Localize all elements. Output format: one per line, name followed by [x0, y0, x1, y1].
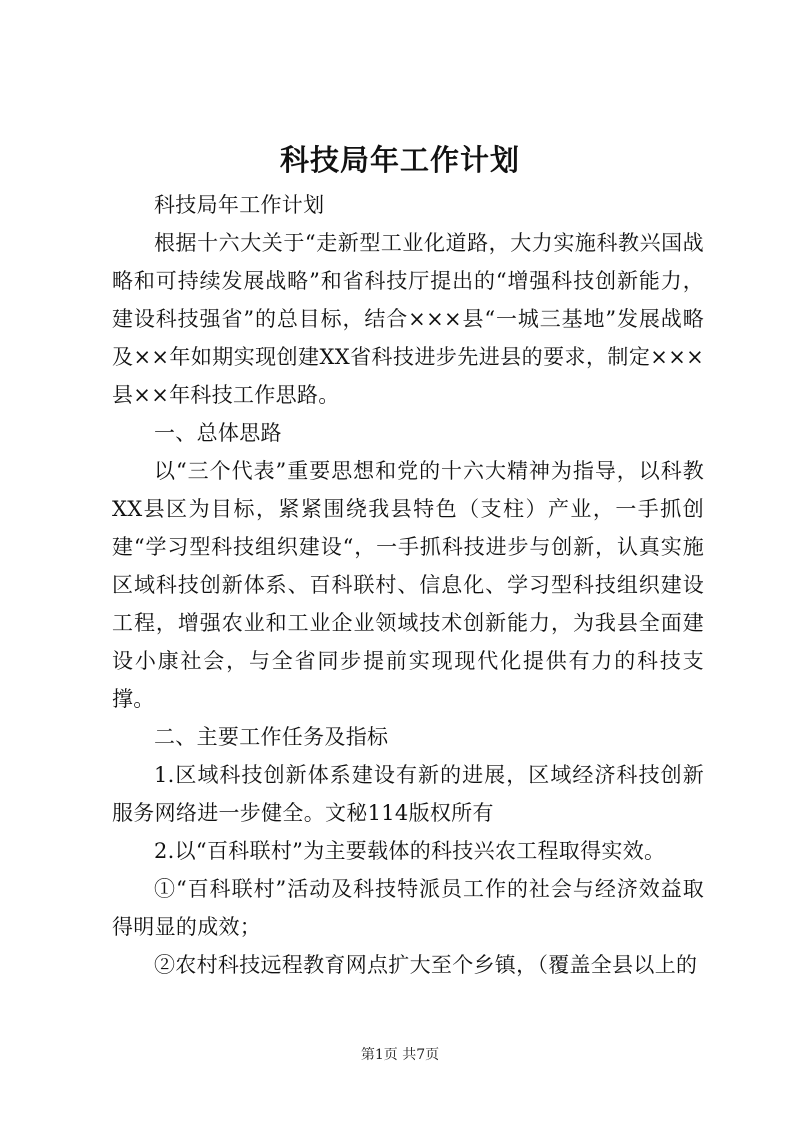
paragraph-intro: 根据十六大关于“走新型工业化道路，大力实施科教兴国战略和可持续发展战略”和省科技厅提出的“增强科技创新能力，建设科技强省”的总目标，结合×××县“一城三基地”发展战略及××年如期实现创建XX省科技进步先进县的要求，制定×××县××年科技工作思路。 [112, 231, 704, 407]
paragraph-task-1: 1.区域科技创新体系建设有新的进展，区域经济科技创新服务网络进一步健全。文秘114版权所有 [112, 763, 704, 825]
paragraph-item-1: ①“百科联村”活动及科技特派员工作的社会与经济效益取得明显的成效； [112, 877, 704, 939]
section-heading-overall: 一、总体思路 [154, 421, 282, 445]
paragraph-overall: 以“三个代表”重要思想和党的十六大精神为指导，以科教XX县区为目标，紧紧围绕我县特色（支柱）产业，一手抓创建“学习型科技组织建设“，一手抓科技进步与创新，认真实施区域科技创新体系、百科联村、信息化、学习型科技组织建设工程，增强农业和工业企业领域技术创新能力，为我县全面建设小康社会，与全省同步提前实现现代化提供有力的科技支撑。 [112, 459, 704, 711]
page-number: 第1页 共7页 [360, 1047, 440, 1063]
paragraph-item-2: ②农村科技远程教育网点扩大至个乡镇，（覆盖全县以上的 [154, 953, 698, 977]
page-footer [0, 1045, 800, 1065]
section-heading-tasks: 二、主要工作任务及指标 [154, 725, 389, 749]
paragraph-task-2: 2.以“百科联村”为主要载体的科技兴农工程取得实效。 [154, 839, 666, 863]
document-title: 科技局年工作计划 [279, 143, 520, 177]
document-body [112, 186, 704, 984]
paragraph-heading-repeat: 科技局年工作计划 [154, 193, 325, 217]
